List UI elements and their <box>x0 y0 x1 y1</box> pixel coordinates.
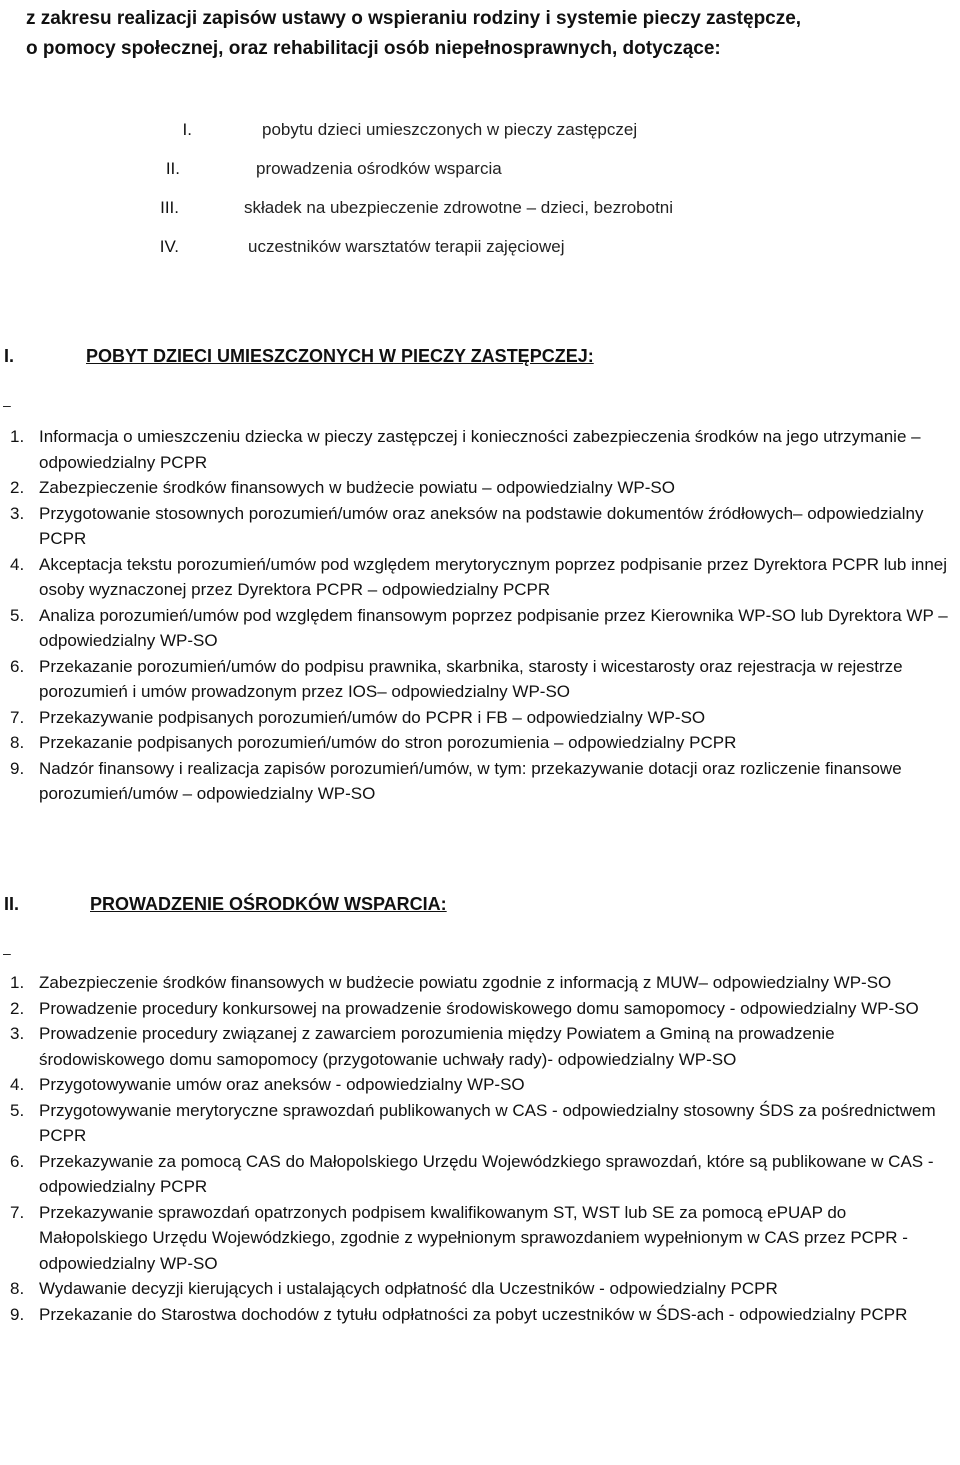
list-item <box>10 996 955 1022</box>
list-item-number: 6. <box>10 1151 25 1171</box>
list-item <box>10 1276 955 1302</box>
list-item-number: 5. <box>10 1100 25 1120</box>
list-item <box>10 552 955 603</box>
list-item <box>10 1098 955 1149</box>
intro-heading <box>26 4 956 64</box>
list-item-text: Analiza porozumień/umów pod względem finansowym poprzez podpisanie przez Kierownika WP-SO lub Dyrektora WP – odpowiedzialny WP-SO <box>39 605 948 650</box>
scope-item <box>0 151 960 190</box>
scope-item-number: III. <box>160 198 179 217</box>
list-item-number: 2. <box>10 998 25 1018</box>
scope-item <box>0 190 960 229</box>
section-2-number: II. <box>4 894 20 914</box>
list-item-text: Prowadzenie procedury konkursowej na prowadzenie środowiskowego domu samopomocy - odpowiedzialny WP-SO <box>39 998 919 1018</box>
list-item <box>10 475 955 501</box>
list-item-text: Przekazywanie podpisanych porozumień/umów do PCPR i FB – odpowiedzialny WP-SO <box>39 707 706 727</box>
list-item-number: 7. <box>10 707 25 727</box>
list-item-number: 4. <box>10 554 25 574</box>
list-item <box>10 424 955 475</box>
list-item-number: 3. <box>10 1024 25 1043</box>
scope-item-text: uczestników warsztatów terapii zajęciowej <box>248 237 565 256</box>
list-item-text: Prowadzenie procedury związanej z zawarciem porozumienia między Powiatem a Gminą na prowadzenie środowiskowego domu samopomocy (przygotowanie uchwały rady)- odpowiedzialny WP-SO <box>39 1024 835 1069</box>
list-item-text: Przekazanie porozumień/umów do podpisu prawnika, skarbnika, starosty i wicestarosty oraz rejestracja w rejestrze porozumień i umów prowadzonym przez IOS– odpowiedzialny WP-SO <box>39 656 903 701</box>
scope-list <box>0 112 960 268</box>
scope-item-number: I. <box>182 120 192 139</box>
list-item-number: 8. <box>10 1279 25 1298</box>
list-item-number: 3. <box>10 503 25 523</box>
section-2-list <box>10 970 955 1327</box>
list-item-number: 1. <box>10 973 25 992</box>
list-item <box>10 756 955 807</box>
list-item <box>10 970 955 996</box>
list-item <box>10 501 955 552</box>
list-item-text: Przygotowywanie merytoryczne sprawozdań publikowanych w CAS - odpowiedzialny stosowny ŚDS za pośrednictwem PCPR <box>39 1100 936 1145</box>
list-item <box>10 654 955 705</box>
intro-line-2: o pomocy społecznej, oraz rehabilitacji osób niepełnosprawnych, dotyczące: <box>26 38 721 59</box>
list-item-text: Przygotowywanie umów oraz aneksów - odpowiedzialny WP-SO <box>39 1075 525 1094</box>
section-2-dash: – <box>3 945 11 961</box>
list-item-text: Nadzór finansowy i realizacja zapisów porozumień/umów, w tym: przekazywanie dotacji oraz rozliczenie finansowe porozumień/umów – odpowiedzialny WP-SO <box>39 758 902 803</box>
scope-item-number: IV. <box>159 237 179 256</box>
list-item-number: 6. <box>10 656 25 676</box>
scope-item-text: składek na ubezpieczenie zdrowotne – dzieci, bezrobotni <box>244 198 674 217</box>
list-item-text: Przekazanie podpisanych porozumień/umów do stron porozumienia – odpowiedzialny PCPR <box>39 733 737 752</box>
scope-item-number: II. <box>165 159 180 178</box>
list-item-text: Przygotowanie stosownych porozumień/umów oraz aneksów na podstawie dokumentów źródłowych– odpowiedzialny PCPR <box>39 503 924 548</box>
list-item <box>10 705 955 731</box>
section-2-title: PROWADZENIE OŚRODKÓW WSPARCIA: <box>90 894 447 914</box>
list-item-number: 2. <box>10 478 25 497</box>
scope-item-text: pobytu dzieci umieszczonych w pieczy zastępczej <box>262 120 638 139</box>
list-item-text: Informacja o umieszczeniu dziecka w pieczy zastępczej i konieczności zabezpieczenia środków na jego utrzymanie – odpowiedzialny PCPR <box>39 427 921 472</box>
list-item <box>10 1200 955 1277</box>
list-item <box>10 730 955 756</box>
list-item <box>10 1021 955 1072</box>
list-item-text: Zabezpieczenie środków finansowych w budżecie powiatu – odpowiedzialny WP-SO <box>39 478 675 497</box>
list-item-text: Przekazywanie za pomocą CAS do Małopolskiego Urzędu Wojewódzkiego sprawozdań, które są publikowane w CAS - odpowiedzialny PCPR <box>39 1151 934 1196</box>
section-1-title: POBYT DZIECI UMIESZCZONYCH W PIECZY ZASTĘPCZEJ: <box>86 346 594 366</box>
section-1-list <box>10 424 955 807</box>
list-item-number: 5. <box>10 605 25 625</box>
list-item-text: Zabezpieczenie środków finansowych w budżecie powiatu zgodnie z informacją z MUW– odpowiedzialny WP-SO <box>39 973 892 992</box>
section-2-heading <box>4 894 904 920</box>
list-item <box>10 1072 955 1098</box>
list-item <box>10 603 955 654</box>
list-item-text: Przekazanie do Starostwa dochodów z tytułu odpłatności za pobyt uczestników w ŚDS-ach - odpowiedzialny PCPR <box>39 1304 908 1324</box>
list-item-number: 4. <box>10 1075 25 1094</box>
scope-item <box>0 229 960 268</box>
list-item-number: 7. <box>10 1202 25 1222</box>
section-1-dash: – <box>3 397 11 413</box>
section-1-number: I. <box>4 346 15 366</box>
list-item-number: 9. <box>10 758 25 778</box>
section-1-heading <box>4 346 904 372</box>
list-item-text: Przekazywanie sprawozdań opatrzonych podpisem kwalifikowanym ST, WST lub SE za pomocą ePUAP do Małopolskiego Urzędu Wojewódzkiego, zgodnie z wypełnionym sprawozdaniem wypełnionym w CAS przez PCPR - odpowiedzialny WP-SO <box>39 1202 908 1273</box>
list-item-text: Akceptacja tekstu porozumień/umów pod względem merytorycznym poprzez podpisanie przez Dyrektora PCPR lub innej osoby wyznaczonej przez Dyrektora PCPR – odpowiedzialny PCPR <box>39 554 948 599</box>
list-item-text: Wydawanie decyzji kierujących i ustalających odpłatność dla Uczestników - odpowiedzialny PCPR <box>39 1279 778 1298</box>
scope-item-text: prowadzenia ośrodków wsparcia <box>256 159 502 178</box>
list-item-number: 1. <box>10 427 25 446</box>
list-item-number: 8. <box>10 733 25 752</box>
list-item <box>10 1302 955 1328</box>
list-item-number: 9. <box>10 1304 25 1324</box>
list-item <box>10 1149 955 1200</box>
scope-item <box>0 112 960 151</box>
intro-line-1: z zakresu realizacji zapisów ustawy o wspieraniu rodziny i systemie pieczy zastępcze, <box>26 8 802 29</box>
